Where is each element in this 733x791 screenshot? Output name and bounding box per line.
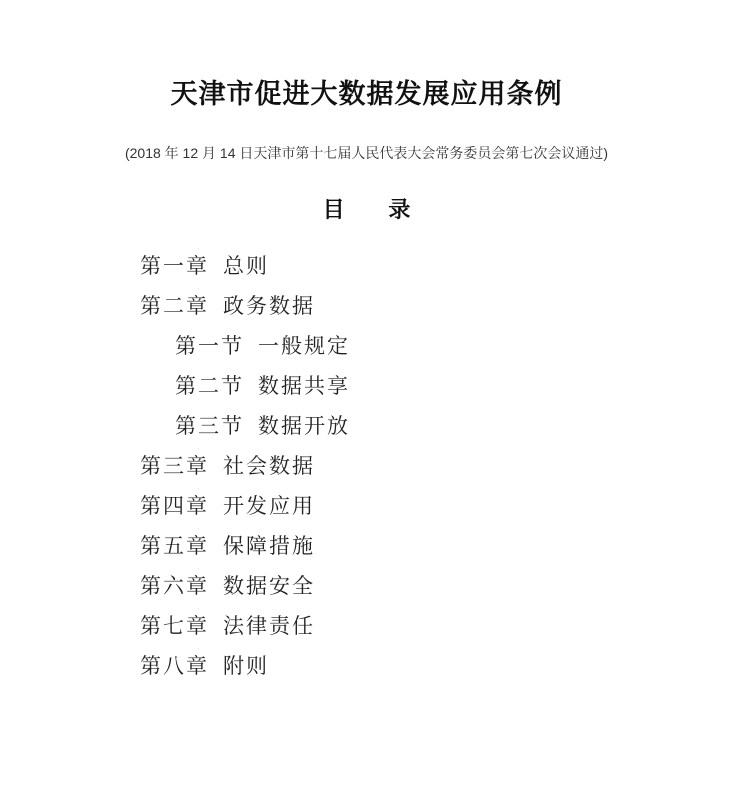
toc-entry-section-2 bbox=[0, 368, 733, 408]
toc-entry-chapter-8 bbox=[0, 648, 733, 688]
toc-entry-chapter-6 bbox=[0, 568, 733, 608]
toc-entry-chapter-2 bbox=[0, 288, 733, 328]
document-subtitle: (2018 年 12 月 14 日天津市第十七届人民代表大会常务委员会第七次会议通过) bbox=[124, 145, 609, 161]
toc-entry-title: 法律责任 bbox=[223, 614, 315, 638]
toc-entry-title: 政务数据 bbox=[223, 294, 315, 318]
toc-entry-title: 开发应用 bbox=[223, 494, 315, 518]
toc-entry-chapter-1 bbox=[0, 248, 733, 288]
toc-entry-title: 数据开放 bbox=[258, 414, 350, 438]
toc-entry-title: 保障措施 bbox=[223, 534, 315, 558]
toc-entry-number: 第二节 bbox=[175, 374, 244, 398]
toc-entry-number: 第八章 bbox=[140, 654, 209, 678]
toc-entry-section-1 bbox=[0, 328, 733, 368]
document-title: 天津市促进大数据发展应用条例 bbox=[170, 79, 563, 110]
toc-entry-number: 第一章 bbox=[140, 254, 209, 278]
toc-entry-section-3 bbox=[0, 408, 733, 448]
toc-entry-title: 附则 bbox=[223, 654, 269, 678]
toc-entry-title: 一般规定 bbox=[258, 334, 350, 358]
toc-entry-number: 第七章 bbox=[140, 614, 209, 638]
table-of-contents bbox=[0, 248, 733, 688]
toc-entry-number: 第六章 bbox=[140, 574, 209, 598]
toc-entry-number: 第二章 bbox=[140, 294, 209, 318]
toc-entry-chapter-5 bbox=[0, 528, 733, 568]
toc-entry-number: 第三章 bbox=[140, 454, 209, 478]
toc-entry-chapter-4 bbox=[0, 488, 733, 528]
toc-heading: 目 录 bbox=[322, 198, 429, 223]
toc-entry-number: 第五章 bbox=[140, 534, 209, 558]
toc-entry-title: 总则 bbox=[223, 254, 269, 278]
toc-entry-chapter-3 bbox=[0, 448, 733, 488]
toc-entry-title: 社会数据 bbox=[223, 454, 315, 478]
toc-entry-title: 数据共享 bbox=[258, 374, 350, 398]
toc-entry-number: 第一节 bbox=[175, 334, 244, 358]
toc-entry-chapter-7 bbox=[0, 608, 733, 648]
toc-entry-title: 数据安全 bbox=[223, 574, 315, 598]
toc-entry-number: 第四章 bbox=[140, 494, 209, 518]
toc-entry-number: 第三节 bbox=[175, 414, 244, 438]
